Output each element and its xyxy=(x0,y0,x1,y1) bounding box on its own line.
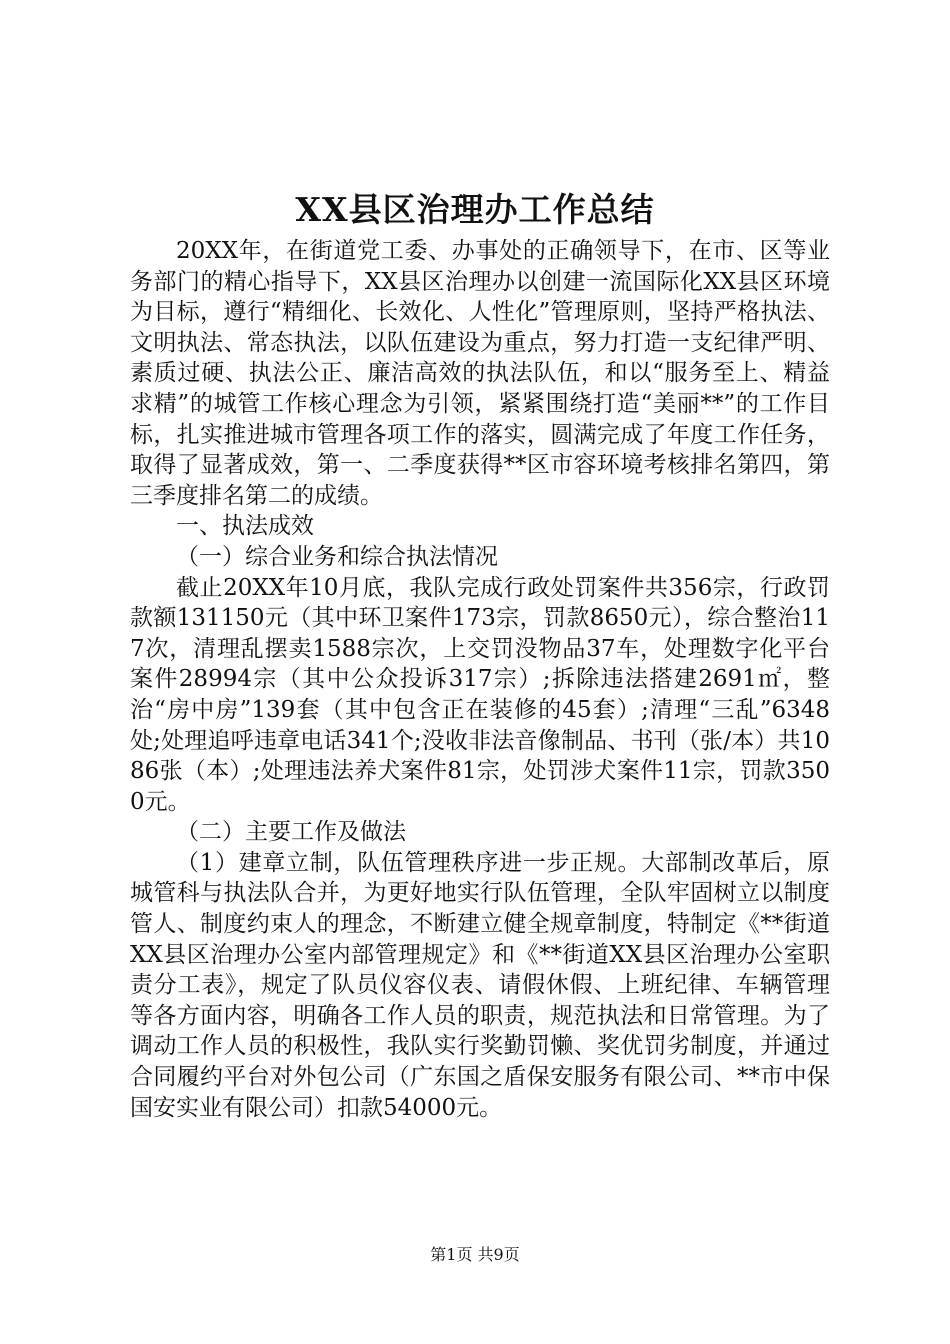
document-title: XX县区治理办工作总结 xyxy=(295,190,655,229)
section-heading-enforcement-results: 一、执法成效 xyxy=(176,513,314,540)
subsection-heading-comprehensive-business: （一）综合业务和综合执法情况 xyxy=(176,543,498,570)
intro-paragraph: 20XX年，在街道党工委、办事处的正确领导下，在市、区等业务部门的精心指导下，XX县区治理办以创建一流国际化XX县区环境为目标，遵行“精细化、长效化、人性化”管理原则，坚持严格执法、文明执法、常态执法，以队伍建设为重点，努力打造一支纪律严明、素质过硬、执法公正、廉洁高效的执法队伍，和以“服务至上、精益求精”的城管工作核心理念为引领，紧紧围绕打造“美丽**”的工作目标，扎实推进城市管理各项工作的落实，圆满完成了年度工作任务，取得了显著成效，第一、二季度获得**区市容环境考核排名第四，第三季度排名第二的成绩。 xyxy=(130,238,830,509)
subsection-heading-main-work: （二）主要工作及做法 xyxy=(176,819,406,846)
statistics-paragraph: 截止20XX年10月底，我队完成行政处罚案件共356宗，行政罚款额131150元（其中环卫案件173宗，罚款8650元），综合整治117次，清理乱摆卖1588宗次，上交罚没物品37车，处理数字化平台案件28994宗（其中公众投诉317宗）;拆除违法搭建2691㎡，整治“房中房”139套（其中包含正在装修的45套）;清理“三乱”6348处;处理追呼违章电话341个;没收非法音像制品、书刊（张/本）共1086张（本）;处理违法养犬案件81宗，处罚涉犬案件11宗，罚款3500元。 xyxy=(130,574,830,815)
document-body xyxy=(130,236,830,1123)
regulations-paragraph: （1）建章立制，队伍管理秩序进一步正规。大部制改革后，原城管科与执法队合并，为更好地实行队伍管理，全队牢固树立以制度管人、制度约束人的理念，不断建立健全规章制度，特制定《**街道XX县区治理办公室内部管理规定》和《**街道XX县区治理办公室职责分工表》，规定了队员仪容仪表、请假休假、上班纪律、车辆管理等各方面内容，明确各工作人员的职责，规范执法和日常管理。为了调动工作人员的积极性，我队实行奖勤罚懒、奖优罚劣制度，并通过合同履约平台对外包公司（广东国之盾保安服务有限公司、**市中保国安实业有限公司）扣款54000元。 xyxy=(130,849,830,1121)
page-indicator: 第1页 共9页 xyxy=(430,1245,520,1264)
